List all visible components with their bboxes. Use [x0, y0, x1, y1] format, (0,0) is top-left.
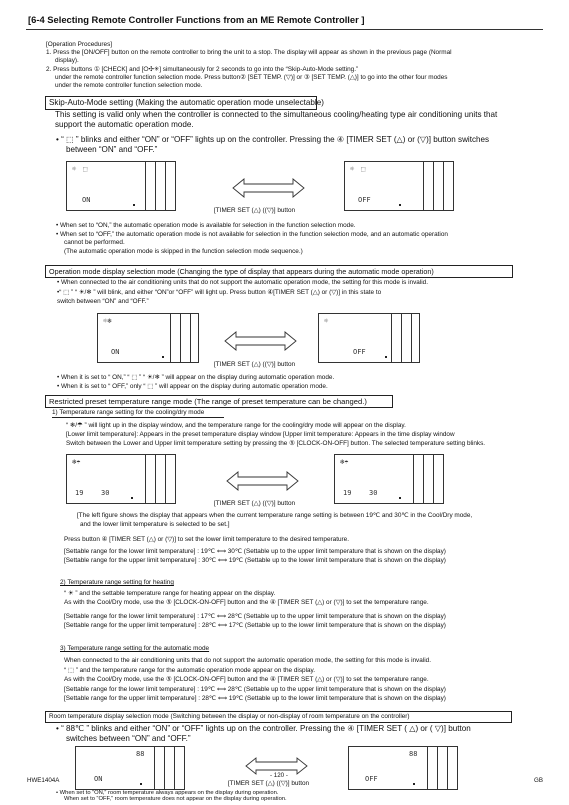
skip-auto-heading: Skip-Auto-Mode setting (Making the automatic operation mode unselectable): [45, 96, 317, 110]
lcd-value: OFF: [365, 775, 378, 783]
procedures-step2: 2. Press buttons ① [CHECK] and [⭘✣✳] simultaneously for 2 seconds to go into the “Skip-Auto-Mode setting.”: [46, 66, 359, 73]
arrow-caption: [TIMER SET (△) ((▽)] button: [214, 361, 296, 368]
lcd-value: ON: [111, 348, 120, 356]
restricted-auto-l5: [Settable range for the upper limit temperature] : 28℃ ⟺ 19℃ (Settable up to the lower limit temperature that is shown on the display): [64, 695, 446, 702]
procedures-step2-cont2: under the remote controller function selection mode.: [55, 82, 203, 89]
page-title: [6-4 Selecting Remote Controller Functions from an ME Remote Controller ]: [28, 14, 365, 25]
snow-drop-icon: ❄☂: [340, 458, 349, 466]
room-temp-note2: When set to “OFF,” room temperature does not appear on the display during operation.: [64, 796, 287, 802]
restricted-auto-l4: [Settable range for the lower limit temperature] : 19℃ ⟺ 28℃ (Settable up to the upper limit temperature that is shown on the display): [64, 686, 446, 693]
procedures-step2-cont: under the remote controller function selection mode. Press button② [SET TEMP. (▽)] or ③ [SET TEMP. (△)] to go into the other four modes: [55, 74, 448, 81]
footer-region: GB: [534, 777, 543, 784]
lcd-value: OFF: [358, 196, 371, 204]
restricted-sub3: 3) Temperature range setting for the automatic mode: [60, 645, 210, 652]
arrow-caption: [TIMER SET (△) ((▽)] button: [214, 207, 296, 214]
restricted-auto-l1: When connected to the air conditioning units that do not support the automatic operation mode, the setting for this mode is invalid.: [64, 657, 431, 664]
skip-auto-note3: (The automatic operation mode is skipped in the function selection mode sequence.): [64, 248, 303, 255]
restricted-fig-note1: [The left figure shows the display that appears when the current temperature range setting is between 19℃ and 30℃ in the Cool/Dry mode,: [77, 512, 473, 519]
footer-page-number: - 120 -: [270, 772, 288, 779]
restricted-heading: Restricted preset temperature range mode (The range of preset temperature can be changed.): [45, 395, 393, 408]
skip-auto-note2: • When set to “OFF,” the automatic operation mode is not available for selection in the function selection mode, and an automatic operation: [56, 231, 448, 238]
snow-drop-icon: ❄☂: [72, 458, 81, 466]
restricted-heat-l1: “ ☀ ” and the settable temperature range for heating appear on the display.: [64, 590, 276, 597]
restricted-sub1: 1) Temperature range setting for the cooling/dry mode: [52, 409, 224, 418]
sun-icon: ☼: [324, 317, 329, 325]
op-mode-line2: •“ ⬚ ” “ ☀/❄ ” will blink, and either “ON”or “OFF” will light up. Press button ④[TIMER SET (△) or (▽)] in this state to: [57, 289, 382, 296]
restricted-fig-note2: and the lower limit temperature is selected to be set.]: [80, 521, 230, 528]
lcd-display-range-right: [334, 454, 444, 504]
skip-auto-note2-cont: cannot be performed.: [64, 239, 125, 246]
double-arrow-icon: [224, 330, 297, 352]
lcd-display-room-off: [348, 746, 458, 790]
lcd-display-skip-on: [66, 161, 176, 211]
lcd-room-temp: 88: [409, 750, 418, 758]
restricted-cool-l3: Switch between the Lower and Upper limit temperature setting by pressing the ⑤ [CLOCK-ON-OFF] button. The selected temperature setting blinks.: [66, 440, 486, 447]
lcd-display-opmode-off: [318, 313, 420, 363]
restricted-range2: [Settable range for the upper limit temperature] : 30℃ ⟺ 19℃ (Settable up to the lower limit temperature that is shown on the display): [64, 557, 446, 564]
restricted-heat-l3: [Settable range for the lower limit temperature] : 17℃ ⟺ 28℃ (Settable up to the upper limit temperature that is shown on the display): [64, 613, 446, 620]
lcd-lower-limit: 19: [75, 489, 84, 497]
lcd-upper-limit: 30: [101, 489, 110, 497]
skip-auto-bullet: • “ ⬚ ” blinks and either “ON” or “OFF” lights up on the controller. Pressing the ④ [TIMER SET (△) or (▽)] button switches: [56, 135, 490, 144]
restricted-range1: [Settable range for the lower limit temperature] : 19℃ ⟺ 30℃ (Settable up to the upper limit temperature that is shown on the display): [64, 548, 446, 555]
lcd-display-skip-off: [344, 161, 454, 211]
arrow-caption: [TIMER SET (△) ((▽)] button: [228, 780, 310, 787]
skip-auto-bullet-cont: between “ON” and “OFF.”: [66, 145, 158, 154]
op-mode-note2: • When it is set to “ OFF,” only “ ⬚ ” will appear on the display during automatic operation mode.: [57, 383, 328, 390]
skip-auto-intro: This setting is valid only when the controller is connected to the simultaneous cooling/heating type air conditioning units that: [55, 110, 498, 119]
lcd-display-room-on: [75, 746, 185, 790]
op-mode-note1: • When it is set to “ ON,” “ ⬚ ” “ ☀/❄ ” will appear on the display during automatic operation mode.: [57, 374, 335, 381]
op-mode-line3: switch between “ON” and “OFF.”: [57, 298, 149, 305]
restricted-press: Press button ④ [TIMER SET (△) or (▽)] to set the lower limit temperature to the desired temperature.: [64, 536, 350, 543]
procedures-step1: 1. Press the [ON/OFF] button on the remote controller to bring the unit to a stop. The display will appear as shown in the previous page (Normal: [46, 49, 452, 56]
lcd-room-temp: 88: [136, 750, 145, 758]
room-temp-bullet: • “ 88℃ ” blinks and either “ON” or “OFF” lights up on the controller. Pressing the ④ [TIMER SET ( △) or ( ▽)] button: [56, 724, 471, 733]
sun-snow-icon: ☼❄: [103, 317, 112, 325]
restricted-heat-l4: [Settable range for the upper limit temperature] : 28℃ ⟺ 17℃ (Settable up to the lower limit temperature that is shown on the display): [64, 622, 446, 629]
procedures-heading: [Operation Procedures]: [46, 41, 113, 48]
lcd-display-opmode-on: [97, 313, 199, 363]
room-temp-heading: Room temperature display selection mode (Switching between the display or non-display of room temperature on the controller): [45, 711, 512, 723]
lcd-upper-limit: 30: [369, 489, 378, 497]
procedures-step1-cont: display).: [55, 57, 79, 64]
page-header: [26, 10, 543, 30]
double-arrow-icon: [232, 177, 305, 199]
restricted-auto-l3: As with the Cool/Dry mode, use the ⑤ [CLOCK-ON-OFF] button and the ④ [TIMER SET (△) or (▽)] to set the temperature range.: [64, 676, 429, 683]
mode-indicator-icon: ⬚: [361, 165, 366, 173]
lcd-lower-limit: 19: [343, 489, 352, 497]
op-mode-heading: Operation mode display selection mode (Changing the type of display that appears during the automatic mode operation): [45, 265, 513, 278]
lcd-value: OFF: [353, 348, 366, 356]
skip-auto-note1: • When set to “ON,” the automatic operation mode is available for selection in the function selection mode.: [56, 222, 356, 229]
restricted-cool-l1: “ ❄/☂ ” will light up in the display window, and the temperature range for the cooling/dry mode will appear on the display.: [66, 422, 406, 429]
arrow-caption: [TIMER SET (△) ((▽)] button: [214, 500, 296, 507]
restricted-auto-l2: “ ⬚ ” and the temperature range for the automatic operation mode appear on the display.: [64, 667, 316, 674]
restricted-heat-l2: As with the Cool/Dry mode, use the ⑤ [CLOCK-ON-OFF] button and the ④ [TIMER SET (△) or (▽)] to set the temperature range.: [64, 599, 429, 606]
footer-doc-code: HWE1404A: [27, 777, 60, 784]
room-temp-note1: • When set to “ON,” room temperature always appears on the display during operation.: [56, 790, 279, 796]
lcd-value: ON: [82, 196, 91, 204]
lcd-display-range-left: [66, 454, 176, 504]
skip-auto-intro-cont: support the automatic operation mode.: [55, 120, 194, 129]
double-arrow-icon: [226, 470, 299, 492]
op-mode-line1: • When connected to the air conditioning units that do not support the automatic operation mode, the setting for this mode is invalid.: [57, 279, 428, 286]
sun-icon: ☼: [350, 165, 355, 173]
room-temp-bullet-cont: switches between “ON” and “OFF.”: [66, 734, 191, 743]
mode-indicator-icon: ⬚: [83, 165, 88, 173]
restricted-sub2: 2) Temperature range setting for heating: [60, 579, 174, 586]
sun-icon: ☼: [72, 165, 77, 173]
restricted-cool-l2: [Lower limit temperature]: Appears in the preset temperature display window [Upper limit temperature: Appears in the time display window: [66, 431, 455, 438]
lcd-value: ON: [94, 775, 103, 783]
